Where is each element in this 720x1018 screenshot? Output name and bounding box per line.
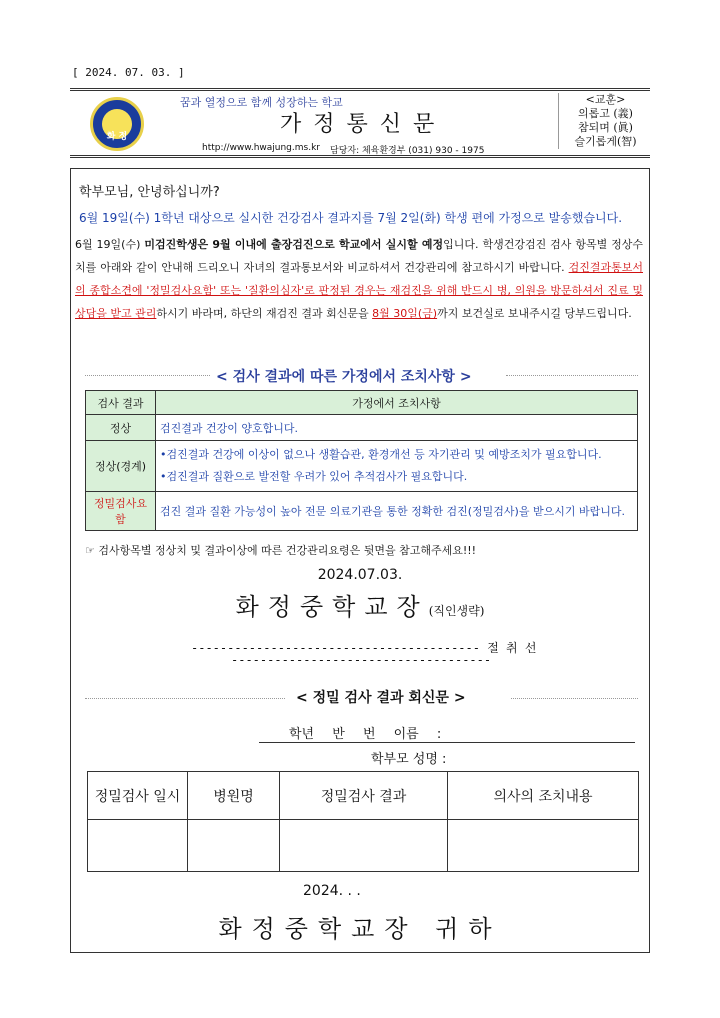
sign-date: 2024.07.03. bbox=[317, 567, 403, 583]
reply-cell[interactable] bbox=[88, 820, 188, 872]
school-motto bbox=[558, 93, 646, 149]
table-header: 검사 결과 bbox=[86, 391, 156, 415]
reply-table bbox=[87, 771, 639, 872]
paragraph-details bbox=[75, 233, 643, 325]
newsletter-header bbox=[70, 88, 650, 158]
divider bbox=[85, 698, 285, 699]
p2-deadline: 8월 30일(금) bbox=[372, 307, 438, 320]
reply-addressee: 화정중학교장 귀하 bbox=[218, 915, 502, 943]
principal-name: 화정중학교장 bbox=[235, 593, 429, 621]
reply-col-header: 정밀검사 일시 bbox=[88, 772, 188, 820]
student-info-field[interactable]: 학년 반 번 이름 : bbox=[259, 723, 635, 743]
table-header: 가정에서 조치사항 bbox=[156, 391, 638, 415]
reply-cell[interactable] bbox=[188, 820, 280, 872]
divider bbox=[506, 375, 638, 376]
row-label-normal: 정상 bbox=[86, 415, 156, 441]
p2-text: 6월 19일(수) bbox=[75, 238, 145, 251]
reply-col-header: 의사의 조치내용 bbox=[448, 772, 639, 820]
p2-text: 까지 보건실로 보내주시길 당부드립니다. bbox=[437, 307, 632, 320]
borderline-item: •검진결과 질환으로 발전할 우려가 있어 추적검사가 필요합니다. bbox=[160, 470, 468, 483]
logo-text: 화 정 bbox=[106, 132, 128, 142]
reply-cell[interactable] bbox=[280, 820, 448, 872]
p2-text: 입니다. 학생건강검진 검사 항목별 정상수치를 아래와 같이 안내해 드리오니 자녀의 결과통보서와 비교하셔서 건강관리에 참고하시기 바랍니다. bbox=[75, 238, 644, 274]
row-text-borderline bbox=[156, 441, 638, 492]
contact-info: 담당자: 체육환경부 (031) 930 - 1975 bbox=[330, 146, 485, 156]
reply-col-header: 병원명 bbox=[188, 772, 280, 820]
principal-signature bbox=[71, 587, 649, 622]
school-url[interactable]: http://www.hwajung.ms.kr bbox=[202, 143, 320, 153]
seal-omitted-note: (직인생략) bbox=[428, 604, 485, 618]
divider bbox=[85, 375, 210, 376]
reply-title: < 정밀 검사 결과 회신문 > bbox=[296, 690, 466, 706]
newsletter-title: 가정통신문 bbox=[280, 112, 447, 137]
motto-title: <교훈> bbox=[585, 93, 626, 106]
reply-date: 2024. . . bbox=[303, 883, 361, 899]
reference-note: ☞ 검사항목별 정상치 및 결과이상에 따른 건강관리요령은 뒷면을 참고해주세요!!! bbox=[85, 544, 477, 557]
row-text-detail: 검진 결과 질환 가능성이 높아 전문 의료기관을 통한 정확한 검진(정밀검사)을 받으시기 바랍니다. bbox=[156, 492, 638, 531]
row-label-borderline: 정상(경계) bbox=[86, 441, 156, 492]
divider bbox=[511, 698, 638, 699]
action-table bbox=[85, 390, 638, 531]
school-slogan: 꿈과 열정으로 함께 성장하는 학교 bbox=[180, 96, 343, 109]
school-logo bbox=[90, 97, 144, 151]
date-tag: [ 2024. 07. 03. ] bbox=[72, 66, 185, 79]
main-content bbox=[70, 168, 650, 953]
motto-item: 참되며 (眞) bbox=[578, 121, 633, 134]
p2-bold: 미검진학생은 9월 이내에 출장검진으로 학교에서 실시할 예정 bbox=[144, 238, 444, 251]
action-section-title: < 검사 결과에 따른 가정에서 조치사항 > bbox=[216, 369, 472, 385]
cut-line: ------------------------------------ bbox=[231, 653, 492, 667]
row-text-normal: 검진결과 건강이 양호합니다. bbox=[156, 415, 638, 441]
parent-name-field[interactable]: 학부모 성명 : bbox=[371, 752, 447, 767]
cut-line: ---------------------------------------- 절 취 선 bbox=[191, 641, 537, 655]
paragraph-result-sent: 6월 19일(수) 1학년 대상으로 실시한 건강검사 결과지를 7월 2일(화) 학생 편에 가정으로 발송했습니다. bbox=[79, 211, 623, 225]
p2-text: 하시기 바라며, 하단의 재검진 결과 회신문을 bbox=[156, 307, 373, 320]
borderline-item: •검진결과 건강에 이상이 없으나 생활습관, 환경개선 등 자기관리 및 예방조치가 필요합니다. bbox=[160, 448, 602, 461]
row-label-detail: 정밀검사요함 bbox=[86, 492, 156, 531]
motto-item: 슬기롭게(智) bbox=[574, 135, 637, 148]
reply-cell[interactable] bbox=[448, 820, 639, 872]
greeting: 학부모님, 안녕하십니까? bbox=[79, 185, 220, 200]
reply-col-header: 정밀검사 결과 bbox=[280, 772, 448, 820]
p2-warning: 검진결과통보서의 종합소견에 '정밀검사요함' 또는 '질환의심자'로 판정된 경우는 재검진을 위해 반드시 병, 의원을 방문하셔서 진료 및 상담을 받고 관리 bbox=[75, 261, 643, 320]
motto-item: 의롭고 (義) bbox=[578, 107, 633, 120]
